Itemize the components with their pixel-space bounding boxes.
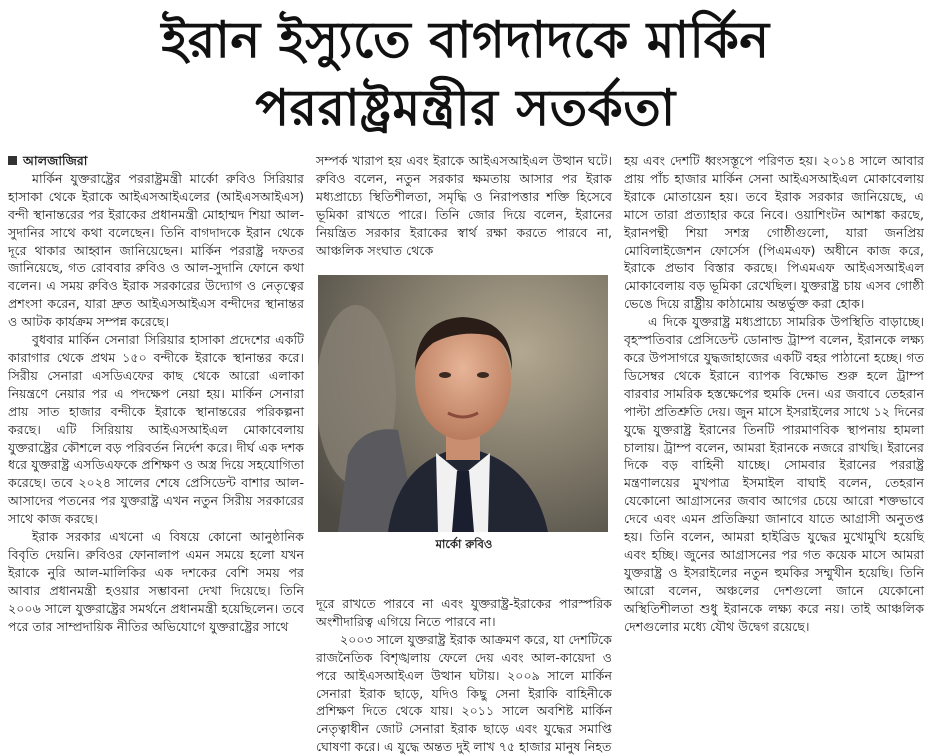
photo-marco-rubio bbox=[318, 275, 608, 532]
paragraph: মার্কিন যুক্তরাষ্ট্রের পররাষ্ট্রমন্ত্রী মার্কো রুবিও সিরিয়ার হাসাকা থেকে ইরাকে আইএসআইএলের (আইএসআইএস) বন্দী স্থানান্তরের পর ইরাকের প্রধানমন্ত্রী মোহাম্মদ শিয়া আল-সুদানির সাথে কথা বলেছেন। তিনি বাগদাদকে ইরান থেকে দূরে থাকার আহ্বান জানিয়েছেন। মার্কিন পররাষ্ট্র দফতর জানিয়েছে, গত রোববার রুবিও ও আল-সুদানি ফোনে কথা বলেন। এ সময় রুবিও ইরাক সরকারের উদ্যোগ ও নেতৃত্বের প্রশংসা করেন, যারা দ্রুত আইএসআইএস বন্দীদের স্থানান্তর ও আটক কার্যক্রম সম্পন্ন করেছে। bbox=[8, 170, 304, 330]
paragraph: ২০০৩ সালে যুক্তরাষ্ট্র ইরাক আক্রমণ করে, যা দেশটিকে রাজনৈতিক বিশৃঙ্খলায় ফেলে দেয় এবং আল-কায়েদা ও পরে আইএসআইএল উত্থান ঘটায়। ২০০৯ সালে মার্কিন সেনারা ইরাক ছাড়ে, যদিও কিছু সেনা ইরাকি বাহিনীকে প্রশিক্ষণ দিতে থেকে যায়। ২০১১ সালে অবশিষ্ট মার্কিন নেতৃত্বাধীন জোট সেনারা ইরাক ছাড়ে এবং যুদ্ধের সমাপ্তি ঘোষণা করে। এ যুদ্ধে অন্তত দুই লাখ ৭৫ হাজার মানুষ নিহত bbox=[316, 631, 612, 755]
column-2-top-text bbox=[316, 152, 612, 259]
article-column-3 bbox=[624, 152, 924, 635]
paragraph: এ দিকে যুক্তরাষ্ট্র মধ্যপ্রাচ্যে সামরিক উপস্থিতি বাড়াচ্ছে। বৃহস্পতিবার প্রেসিডেন্ট ডোনাল্ড ট্রাম্প বলেন, ইরানকে লক্ষ্য করে উপসাগরে যুদ্ধজাহাজের একটি বহর পাঠানো হচ্ছে। গত ডিসেম্বর থেকে ইরানে ব্যাপক বিক্ষোভ শুরু হলে ট্রাম্প বারবার সামরিক হস্তক্ষেপের হুমকি দেন। এর জবাবে তেহরান পাল্টা প্রতিশ্রুতি দেয়। জুন মাসে ইসরাইলের সাথে ১২ দিনের যুদ্ধে যুক্তরাষ্ট্র ইরানের তিনটি পারমাণবিক স্থাপনায় হামলা চালায়। ট্রাম্প বলেন, আমরা ইরানকে নজরে রাখছি। ইরানের দিকে বড় বাহিনী যাচ্ছে। সোমবার ইরানের পররাষ্ট্র মন্ত্রণালয়ের মুখপাত্র ইসমাইল বাঘাই বলেন, তেহরান যেকোনো আগ্রাসনের জবাব আগের চেয়ে আরো শক্তভাবে দেবে এবং এমন প্রতিক্রিয়া জানাবে যাতে আগ্রাসী অনুতপ্ত হয়। তিনি বলেন, আমরা হাইব্রিড যুদ্ধের মুখোমুখি হয়েছি এবং হচ্ছি। জুনের আগ্রাসনের পর গত কয়েক মাসে আমরা যুক্তরাষ্ট্র ও ইসরাইলের নতুন হুমকির সম্মুখীন হয়েছি। তিনি আরো বলেন, অঞ্চলের দেশগুলো জানে যেকোনো অস্থিতিশীলতা শুধু ইরানকে লক্ষ্য করে নয়। তাই আঞ্চলিক দেশগুলোর মধ্যে যৌথ উদ্বেগ রয়েছে। bbox=[624, 314, 924, 634]
headline-line-1: ইরান ইস্যুতে বাগদাদকে মার্কিন bbox=[161, 11, 770, 69]
photo-caption: মার্কো রুবিও bbox=[435, 537, 493, 551]
headline bbox=[0, 0, 931, 145]
bullet-square-icon bbox=[8, 156, 17, 165]
article-column-1 bbox=[8, 152, 304, 635]
portrait-image bbox=[318, 275, 608, 532]
column-2-bottom-text bbox=[316, 595, 612, 755]
headline-line-2: পররাষ্ট্রমন্ত্রীর সতর্কতা bbox=[255, 79, 676, 137]
paragraph: সম্পর্ক খারাপ হয় এবং ইরাকে আইএসআইএল উত্থান ঘটে। রুবিও বলেন, নতুন সরকার ক্ষমতায় আসার পর ইরাক মধ্যপ্রাচ্যে স্থিতিশীলতা, সমৃদ্ধি ও নিরাপত্তার শক্তি হিসেবে ভূমিকা রাখতে পারে। তিনি জোর দিয়ে বলেন, ইরানের নিয়ন্ত্রিত সরকার ইরাকের স্বার্থ রক্ষা করতে পারবে না, আঞ্চলিক সংঘাত থেকে bbox=[316, 153, 612, 258]
paragraph: বুধবার মার্কিন সেনারা সিরিয়ার হাসাকা প্রদেশের একটি কারাগার থেকে প্রথম ১৫০ বন্দীকে ইরাকে স্থানান্তর করে। সিরীয় সেনারা এসডিএফের কাছ থেকে আরো এলাকা নিয়ন্ত্রণে নেয়ার পর এ পদক্ষেপ নেয়া হয়। মার্কিন সেনারা প্রায় সাত হাজার বন্দীকে ইরাকে স্থানান্তরের পরিকল্পনা করছে। এটি সিরিয়ায় আইএসআইএল মোকাবেলায় যুক্তরাষ্ট্রের কৌশলে বড় পরিবর্তন নির্দেশ করে। দীর্ঘ এক দশক ধরে যুক্তরাষ্ট্র এসডিএফকে প্রশিক্ষণ ও অস্ত্র দিয়ে সহযোগিতা করেছে। তবে ২০২৪ সালের শেষে প্রেসিডেন্ট বাশার আল-আসাদের পতনের পর যুক্তরাষ্ট্র এখন নতুন সিরীয় সরকারের সাথে কাজ করছে। bbox=[8, 332, 304, 527]
paragraph: দূরে রাখতে পারবে না এবং যুক্তরাষ্ট্র-ইরাকের পারস্পরিক অংশীদারিত্ব এগিয়ে নিতে পারবে না। bbox=[316, 596, 612, 629]
paragraph: ইরাক সরকার এখনো এ বিষয়ে কোনো আনুষ্ঠানিক বিবৃতি দেয়নি। রুবিওর ফোনালাপ এমন সময়ে হলো যখন ইরাকে নুরি আল-মালিকির এক দশকের বেশি সময় পর আবার প্রধানমন্ত্রী হওয়ার সম্ভাবনা দেখা দিয়েছে। তিনি ২০০৬ সালে যুক্তরাষ্ট্রের সমর্থনে প্রধানমন্ত্রী হয়েছিলেন। তবে পরে তার সাম্প্রদায়িক নীতির অভিযোগে যুক্তরাষ্ট্রের সাথে bbox=[8, 529, 304, 634]
source-name: আলজাজিরা bbox=[23, 153, 88, 168]
paragraph: হয় এবং দেশটি ধ্বংসস্তূপে পরিণত হয়। ২০১৪ সালে আবার প্রায় পাঁচ হাজার মার্কিন সেনা আইএসআইএল মোকাবেলায় ইরাকে মোতায়েন হয়। তবে ইরাক সরকার জানিয়েছে, এ মাসে তারা প্রত্যাহার করে নিবে। ওয়াশিংটন আশঙ্কা করছে, ইরানপন্থী শিয়া সশস্ত্র গোষ্ঠীগুলো, যারা জনপ্রিয় মোবিলাইজেশন ফোর্সেস (পিএমএফ) অধীনে কাজ করে, ইরাকে প্রভাব বিস্তার করছে। পিএমএফ আইএসআইএল মোকাবেলায় বড় ভূমিকা রেখেছিল। যুক্তরাষ্ট্র চায় এসব গোষ্ঠী ভেঙে দিয়ে রাষ্ট্রীয় কাঠামোয় অন্তর্ভুক্ত করা হোক। bbox=[624, 153, 924, 312]
source-label bbox=[8, 152, 304, 170]
